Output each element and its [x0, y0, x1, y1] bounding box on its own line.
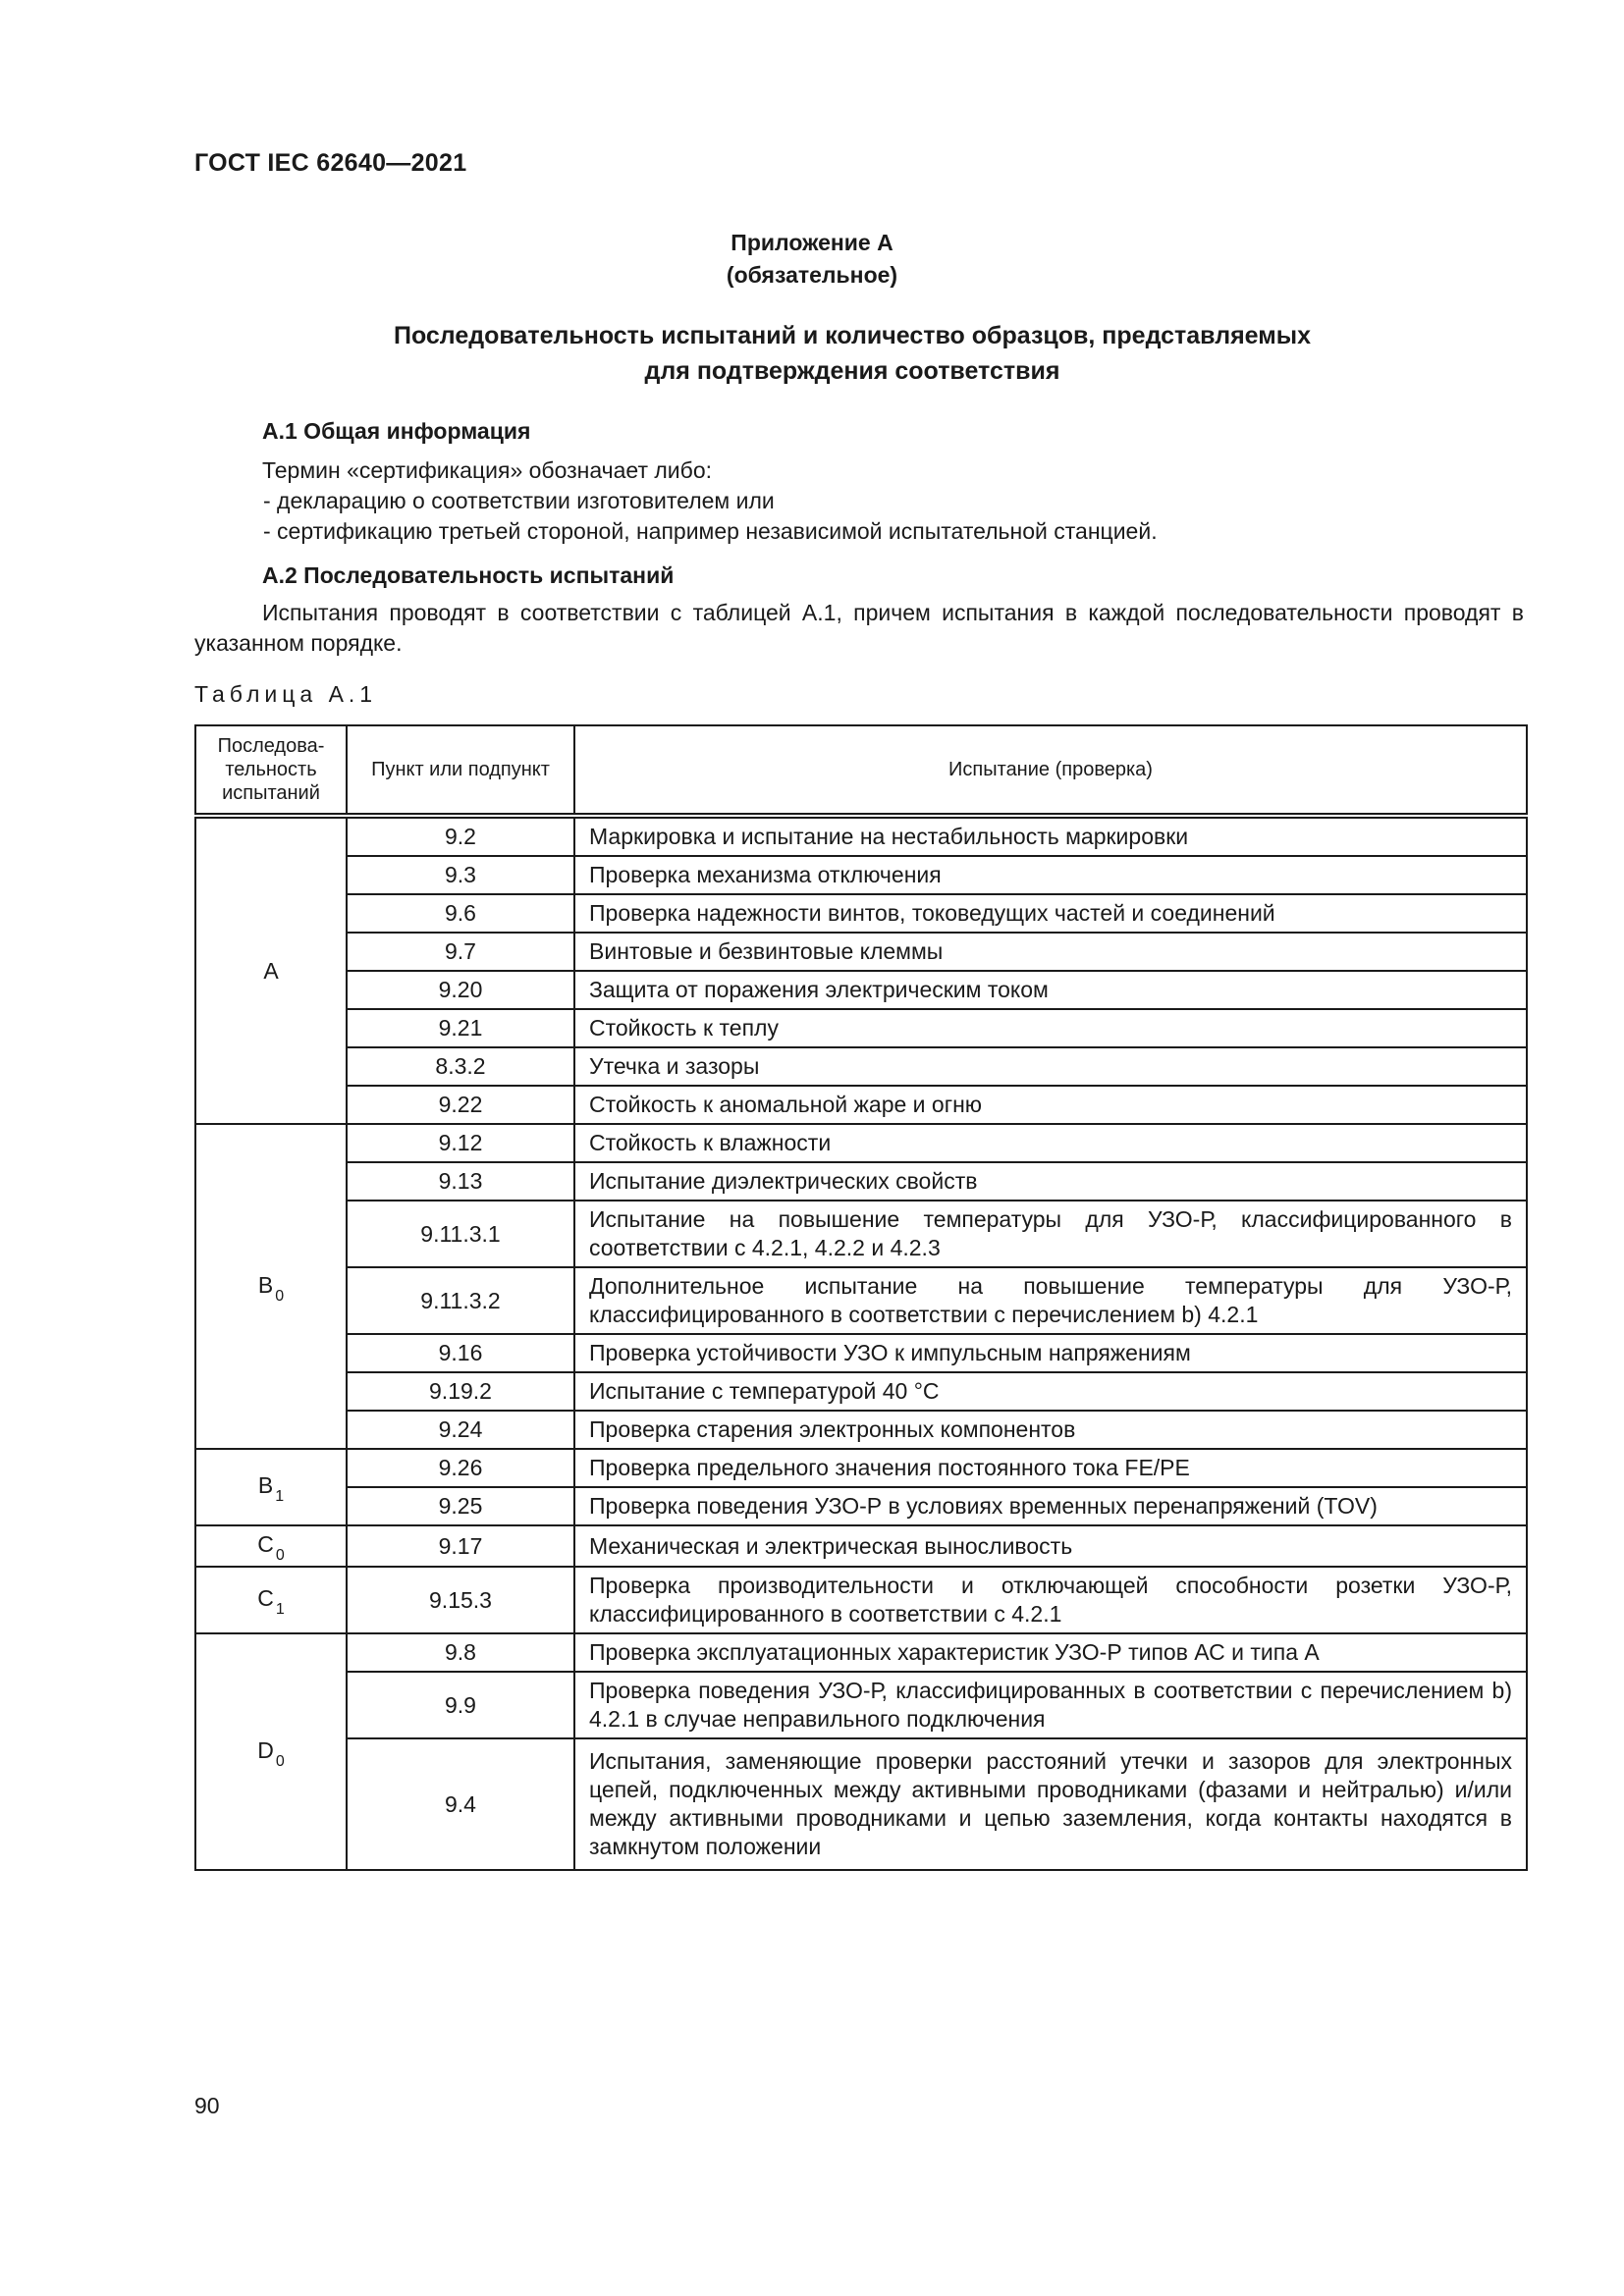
clause-cell: 9.13 [347, 1162, 574, 1201]
test-cell: Утечка и зазоры [574, 1047, 1527, 1086]
table-row [195, 1372, 1527, 1411]
table-row [195, 1124, 1527, 1162]
table-row [195, 1201, 1527, 1267]
test-cell: Проверка старения электронных компонентов [574, 1411, 1527, 1449]
clause-cell: 9.9 [347, 1672, 574, 1738]
table-row [195, 1633, 1527, 1672]
test-cell: Проверка устойчивости УЗО к импульсным напряжениям [574, 1334, 1527, 1372]
test-cell: Проверка эксплуатационных характеристик УЗО-Р типов АС и типа А [574, 1633, 1527, 1672]
section-a2-text: Испытания проводят в соответствии с таблицей А.1, причем испытания в каждой последовательности проводят в указанном порядке. [194, 600, 1524, 656]
table-body [195, 816, 1527, 1870]
table-row [195, 1047, 1527, 1086]
table-row [195, 971, 1527, 1009]
main-title [0, 318, 1624, 389]
test-cell: Испытание диэлектрических свойств [574, 1162, 1527, 1201]
annex-status: (обязательное) [726, 262, 898, 288]
main-title-line2: для подтверждения соответствия [644, 357, 1060, 385]
clause-cell: 9.16 [347, 1334, 574, 1372]
table-row [195, 1086, 1527, 1124]
clause-cell: 9.7 [347, 933, 574, 971]
section-a1-intro: Термин «сертификация» обозначает либо: [262, 457, 713, 483]
sequence-letter: B [257, 1472, 274, 1498]
sequence-letter: B [257, 1271, 274, 1298]
table-row [195, 1411, 1527, 1449]
test-cell: Проверка предельного значения постоянного тока FE/PE [574, 1449, 1527, 1487]
clause-cell: 9.4 [347, 1738, 574, 1870]
table-row [195, 1525, 1527, 1567]
table-row [195, 1162, 1527, 1201]
test-cell: Стойкость к влажности [574, 1124, 1527, 1162]
clause-cell: 9.6 [347, 894, 574, 933]
test-cell: Испытание с температурой 40 °С [574, 1372, 1527, 1411]
clause-cell: 9.21 [347, 1009, 574, 1047]
sequence-cell [195, 1124, 347, 1449]
sequence-cell [195, 1525, 347, 1567]
test-cell: Испытание на повышение температуры для УЗО-Р, классифицированного в соответствии с 4.2.1, 4.2.2 и 4.2.3 [574, 1201, 1527, 1267]
test-cell: Проверка производительности и отключающей способности розетки УЗО-Р, классифицированного в соответствии с 4.2.1 [574, 1567, 1527, 1633]
clause-cell: 9.2 [347, 816, 574, 856]
sequence-subscript: 0 [275, 1547, 285, 1564]
test-cell: Проверка поведения УЗО-Р, классифицированных в соответствии с перечислением b) 4.2.1 в случае неправильного подключения [574, 1672, 1527, 1738]
sequence-cell [195, 816, 347, 1124]
clause-cell: 9.17 [347, 1525, 574, 1567]
table-row [195, 1672, 1527, 1738]
table-row [195, 894, 1527, 933]
clause-cell: 9.12 [347, 1124, 574, 1162]
table-row [195, 1738, 1527, 1870]
header-clause: Пункт или подпункт [347, 725, 574, 816]
page-number: 90 [194, 2093, 220, 2118]
document-code: ГОСТ IEC 62640—2021 [194, 149, 467, 177]
table-row [195, 1267, 1527, 1334]
sequence-subscript: 1 [275, 1488, 285, 1505]
table-row [195, 1449, 1527, 1487]
header-sequence: Последова-тельность испытаний [195, 725, 347, 816]
clause-cell: 9.25 [347, 1487, 574, 1525]
test-cell: Стойкость к теплу [574, 1009, 1527, 1047]
test-cell: Испытания, заменяющие проверки расстояний утечки и зазоров для электронных цепей, подключенных между активными проводниками (фазами и нейтралью) и/или между активными проводниками и цепью заземления, когда контакты находятся в замкнутом положении [574, 1738, 1527, 1870]
table-row [195, 1334, 1527, 1372]
clause-cell: 9.20 [347, 971, 574, 1009]
sequence-subscript: 0 [275, 1287, 285, 1305]
sequence-cell [195, 1449, 347, 1525]
test-cell: Проверка поведения УЗО-Р в условиях временных перенапряжений (TOV) [574, 1487, 1527, 1525]
section-a1-item: - декларацию о соответствии изготовителем или [263, 488, 775, 513]
clause-cell: 9.8 [347, 1633, 574, 1672]
table-caption: Таблица А.1 [194, 681, 378, 707]
clause-cell: 9.24 [347, 1411, 574, 1449]
test-cell: Механическая и электрическая выносливость [574, 1525, 1527, 1567]
test-cell: Стойкость к аномальной жаре и огню [574, 1086, 1527, 1124]
table-row [195, 933, 1527, 971]
sequence-cell [195, 1567, 347, 1633]
clause-cell: 9.19.2 [347, 1372, 574, 1411]
annex-heading [0, 227, 1624, 292]
table-row [195, 856, 1527, 894]
clause-cell: 9.15.3 [347, 1567, 574, 1633]
test-cell: Защита от поражения электрическим током [574, 971, 1527, 1009]
test-sequence-table [194, 724, 1528, 1871]
header-test: Испытание (проверка) [574, 725, 1527, 816]
section-a1-heading: А.1 Общая информация [262, 418, 531, 444]
clause-cell: 9.3 [347, 856, 574, 894]
clause-cell: 9.11.3.2 [347, 1267, 574, 1334]
sequence-letter: А [263, 957, 279, 984]
test-cell: Проверка надежности винтов, токоведущих частей и соединений [574, 894, 1527, 933]
table-row [195, 1567, 1527, 1633]
sequence-letter: C [257, 1531, 274, 1557]
test-cell: Проверка механизма отключения [574, 856, 1527, 894]
table-row [195, 1487, 1527, 1525]
sequence-cell [195, 1633, 347, 1870]
clause-cell: 9.11.3.1 [347, 1201, 574, 1267]
clause-cell: 9.22 [347, 1086, 574, 1124]
section-a1-item: - сертификацию третьей стороной, например независимой испытательной станцией. [263, 518, 1158, 544]
test-cell: Дополнительное испытание на повышение температуры для УЗО-Р, классифицированного в соответствии с перечислением b) 4.2.1 [574, 1267, 1527, 1334]
test-cell: Винтовые и безвинтовые клеммы [574, 933, 1527, 971]
sequence-letter: D [257, 1736, 274, 1763]
test-cell: Маркировка и испытание на нестабильность маркировки [574, 816, 1527, 856]
annex-title: Приложение А [731, 230, 893, 255]
sequence-subscript: 1 [275, 1601, 285, 1618]
section-a2-heading: А.2 Последовательность испытаний [262, 562, 675, 588]
table-row [195, 816, 1527, 856]
clause-cell: 9.26 [347, 1449, 574, 1487]
sequence-subscript: 0 [275, 1752, 285, 1770]
table-row [195, 1009, 1527, 1047]
clause-cell: 8.3.2 [347, 1047, 574, 1086]
main-title-line1: Последовательность испытаний и количество образцов, представляемых [393, 322, 1311, 349]
sequence-letter: C [257, 1585, 274, 1611]
